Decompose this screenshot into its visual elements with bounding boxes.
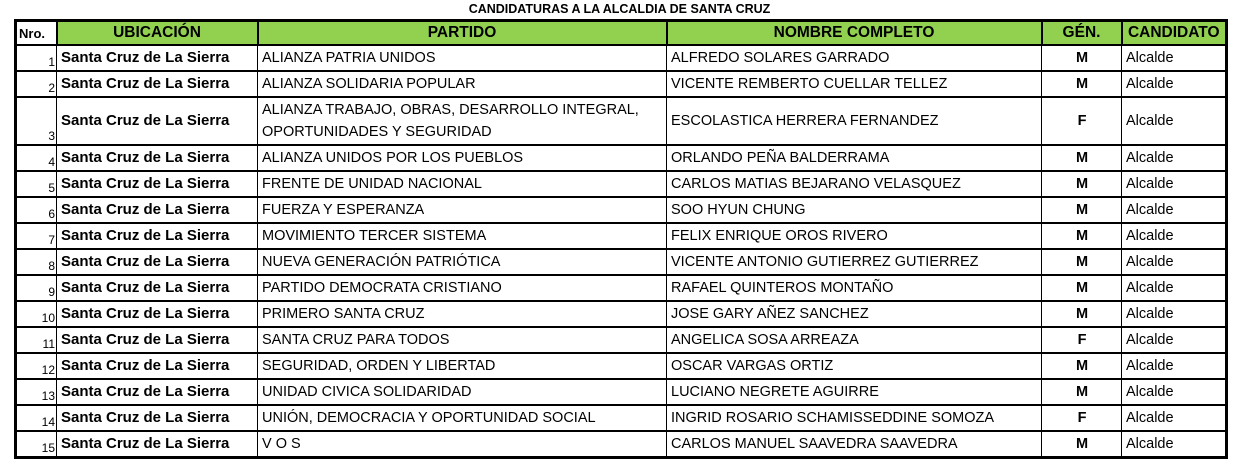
cell-nro: 5 (16, 171, 57, 197)
cell-candidato: Alcalde (1122, 97, 1227, 145)
column-header-ubicacion: UBICACIÓN (57, 21, 258, 45)
cell-gen: M (1042, 171, 1122, 197)
cell-gen: M (1042, 353, 1122, 379)
cell-ubicacion: Santa Cruz de La Sierra (57, 275, 258, 301)
cell-nro: 6 (16, 197, 57, 223)
cell-ubicacion: Santa Cruz de La Sierra (57, 171, 258, 197)
table-row (16, 431, 1227, 458)
cell-nombre: OSCAR VARGAS ORTIZ (667, 353, 1042, 379)
cell-ubicacion: Santa Cruz de La Sierra (57, 327, 258, 353)
cell-ubicacion: Santa Cruz de La Sierra (57, 249, 258, 275)
cell-nombre: ANGELICA SOSA ARREAZA (667, 327, 1042, 353)
cell-candidato: Alcalde (1122, 379, 1227, 405)
cell-gen: M (1042, 431, 1122, 458)
cell-nombre: VICENTE REMBERTO CUELLAR TELLEZ (667, 71, 1042, 97)
cell-ubicacion: Santa Cruz de La Sierra (57, 145, 258, 171)
cell-partido: ALIANZA PATRIA UNIDOS (258, 45, 667, 71)
cell-nombre: RAFAEL QUINTEROS MONTAÑO (667, 275, 1042, 301)
candidates-table (14, 19, 1228, 459)
cell-nro: 13 (16, 379, 57, 405)
table-row (16, 97, 1227, 145)
column-header-nro: Nro. (16, 21, 57, 45)
cell-nro: 12 (16, 353, 57, 379)
table-row (16, 275, 1227, 301)
column-header-gen: GÉN. (1042, 21, 1122, 45)
cell-partido: ALIANZA TRABAJO, OBRAS, DESARROLLO INTEGRAL, OPORTUNIDADES Y SEGURIDAD (258, 97, 667, 145)
cell-ubicacion: Santa Cruz de La Sierra (57, 379, 258, 405)
cell-candidato: Alcalde (1122, 197, 1227, 223)
cell-partido: FRENTE DE UNIDAD NACIONAL (258, 171, 667, 197)
cell-ubicacion: Santa Cruz de La Sierra (57, 223, 258, 249)
cell-nombre: ESCOLASTICA HERRERA FERNANDEZ (667, 97, 1042, 145)
cell-nombre: ALFREDO SOLARES GARRADO (667, 45, 1042, 71)
cell-gen: F (1042, 97, 1122, 145)
cell-partido: PRIMERO SANTA CRUZ (258, 301, 667, 327)
cell-candidato: Alcalde (1122, 249, 1227, 275)
cell-nombre: LUCIANO NEGRETE AGUIRRE (667, 379, 1042, 405)
table-row (16, 327, 1227, 353)
table-row (16, 171, 1227, 197)
cell-nombre: CARLOS MATIAS BEJARANO VELASQUEZ (667, 171, 1042, 197)
cell-partido: PARTIDO DEMOCRATA CRISTIANO (258, 275, 667, 301)
cell-candidato: Alcalde (1122, 71, 1227, 97)
cell-partido: ALIANZA SOLIDARIA POPULAR (258, 71, 667, 97)
cell-nro: 4 (16, 145, 57, 171)
cell-gen: M (1042, 223, 1122, 249)
table-row (16, 45, 1227, 71)
cell-candidato: Alcalde (1122, 353, 1227, 379)
table-row (16, 145, 1227, 171)
cell-candidato: Alcalde (1122, 275, 1227, 301)
cell-nombre: INGRID ROSARIO SCHAMISSEDDINE SOMOZA (667, 405, 1042, 431)
cell-nombre: JOSE GARY AÑEZ SANCHEZ (667, 301, 1042, 327)
cell-partido: SANTA CRUZ PARA TODOS (258, 327, 667, 353)
cell-candidato: Alcalde (1122, 405, 1227, 431)
table-row (16, 197, 1227, 223)
cell-nro: 8 (16, 249, 57, 275)
cell-nro: 7 (16, 223, 57, 249)
column-header-nombre: NOMBRE COMPLETO (667, 21, 1042, 45)
cell-partido: UNIDAD CIVICA SOLIDARIDAD (258, 379, 667, 405)
cell-nro: 1 (16, 45, 57, 71)
cell-ubicacion: Santa Cruz de La Sierra (57, 45, 258, 71)
cell-partido: FUERZA Y ESPERANZA (258, 197, 667, 223)
cell-candidato: Alcalde (1122, 327, 1227, 353)
cell-gen: M (1042, 275, 1122, 301)
cell-gen: M (1042, 45, 1122, 71)
page-title: CANDIDATURAS A LA ALCALDIA DE SANTA CRUZ (468, 2, 771, 16)
cell-ubicacion: Santa Cruz de La Sierra (57, 197, 258, 223)
cell-nro: 9 (16, 275, 57, 301)
header-row (16, 21, 1227, 45)
column-header-partido: PARTIDO (258, 21, 667, 45)
table-row (16, 223, 1227, 249)
cell-gen: F (1042, 405, 1122, 431)
cell-nro: 15 (16, 431, 57, 458)
cell-partido: UNIÓN, DEMOCRACIA Y OPORTUNIDAD SOCIAL (258, 405, 667, 431)
cell-partido: SEGURIDAD, ORDEN Y LIBERTAD (258, 353, 667, 379)
cell-ubicacion: Santa Cruz de La Sierra (57, 301, 258, 327)
column-header-candidato: CANDIDATO (1122, 21, 1227, 45)
table-row (16, 71, 1227, 97)
cell-ubicacion: Santa Cruz de La Sierra (57, 71, 258, 97)
cell-candidato: Alcalde (1122, 171, 1227, 197)
cell-ubicacion: Santa Cruz de La Sierra (57, 353, 258, 379)
cell-candidato: Alcalde (1122, 431, 1227, 458)
table-row (16, 249, 1227, 275)
cell-nro: 3 (16, 97, 57, 145)
cell-gen: M (1042, 379, 1122, 405)
cell-ubicacion: Santa Cruz de La Sierra (57, 97, 258, 145)
cell-candidato: Alcalde (1122, 223, 1227, 249)
cell-ubicacion: Santa Cruz de La Sierra (57, 405, 258, 431)
cell-partido: V O S (258, 431, 667, 458)
cell-nro: 14 (16, 405, 57, 431)
cell-partido: NUEVA GENERACIÓN PATRIÓTICA (258, 249, 667, 275)
table-row (16, 379, 1227, 405)
table-row (16, 353, 1227, 379)
cell-gen: M (1042, 197, 1122, 223)
cell-gen: M (1042, 301, 1122, 327)
cell-nro: 10 (16, 301, 57, 327)
cell-gen: M (1042, 145, 1122, 171)
cell-gen: M (1042, 249, 1122, 275)
cell-nombre: ORLANDO PEÑA BALDERRAMA (667, 145, 1042, 171)
cell-nro: 2 (16, 71, 57, 97)
table-row (16, 301, 1227, 327)
cell-nombre: CARLOS MANUEL SAAVEDRA SAAVEDRA (667, 431, 1042, 458)
table-row (16, 405, 1227, 431)
cell-nro: 11 (16, 327, 57, 353)
cell-nombre: VICENTE ANTONIO GUTIERREZ GUTIERREZ (667, 249, 1042, 275)
cell-candidato: Alcalde (1122, 45, 1227, 71)
cell-gen: M (1042, 71, 1122, 97)
cell-candidato: Alcalde (1122, 301, 1227, 327)
cell-candidato: Alcalde (1122, 145, 1227, 171)
cell-gen: F (1042, 327, 1122, 353)
table-body (16, 45, 1227, 458)
cell-nombre: FELIX ENRIQUE OROS RIVERO (667, 223, 1042, 249)
cell-nombre: SOO HYUN CHUNG (667, 197, 1042, 223)
cell-partido: ALIANZA UNIDOS POR LOS PUEBLOS (258, 145, 667, 171)
cell-partido: MOVIMIENTO TERCER SISTEMA (258, 223, 667, 249)
cell-ubicacion: Santa Cruz de La Sierra (57, 431, 258, 458)
table-header (16, 21, 1227, 45)
